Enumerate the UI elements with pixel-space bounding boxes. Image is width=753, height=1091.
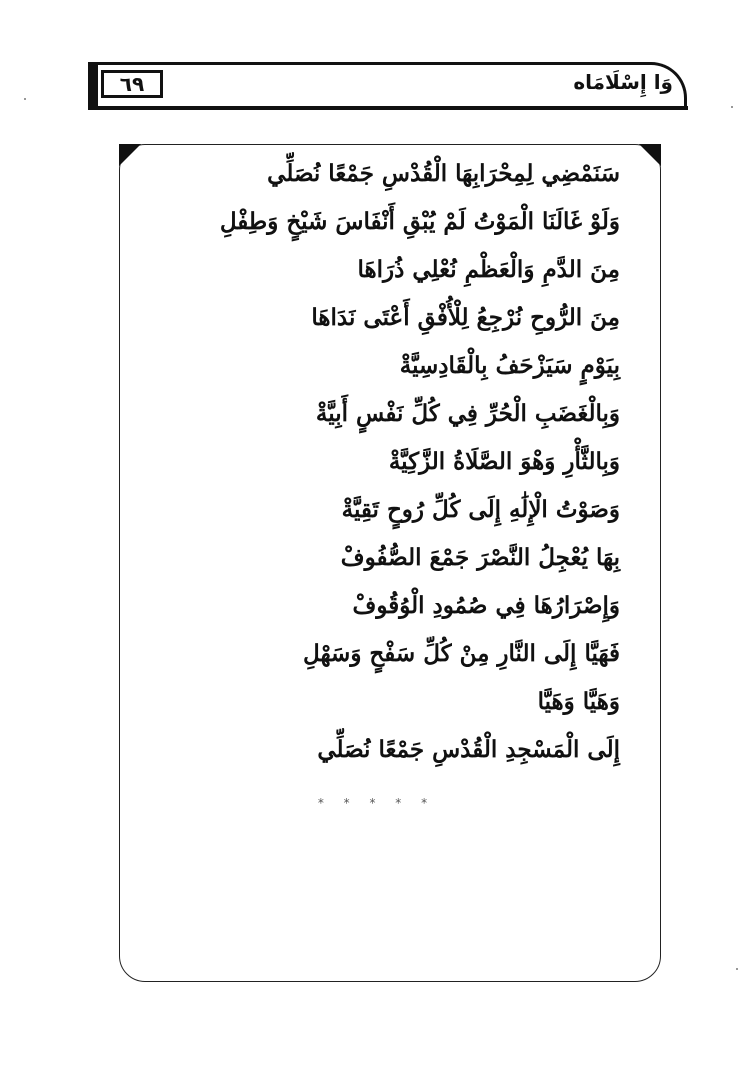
poem (150, 150, 620, 774)
header-left-bar (88, 62, 98, 110)
scan-speck (736, 968, 738, 970)
header-rule (90, 106, 688, 110)
page-number: ٦٩ (101, 70, 163, 98)
poem-line: وَصَوْتُ الْإِلَٰهِ إِلَى كُلِّ رُوحٍ تَقِيَّةْ (341, 496, 620, 523)
scan-speck (24, 98, 26, 100)
poem-line: وَإِصْرَارُهَا فِي صُمُودِ الْوُقُوفْ (352, 592, 620, 619)
poem-line: وَلَوْ غَالَنَا الْمَوْتُ لَمْ يُبْقِ أَنْفَاسَ شَيْخٍ وَطِفْلِ (219, 208, 620, 235)
poem-line: وَهَيَّا وَهَيَّا (537, 688, 620, 715)
poem-line: بِهَا يُعْجِلُ النَّصْرَ جَمْعَ الصُّفُوفْ (340, 544, 620, 571)
poem-line: إِلَى الْمَسْجِدِ الْقُدْسِ جَمْعًا نُصَلِّي (317, 736, 620, 763)
poem-line: وَبِالثَّأْرِ وَهْوَ الصَّلَاةُ الزَّكِيَّةْ (388, 448, 620, 475)
poem-line: فَهَيَّا إِلَى النَّارِ مِنْ كُلِّ سَفْحٍ وَسَهْلِ (303, 640, 620, 667)
section-separator: * * * * * (317, 796, 436, 810)
poem-line: بِيَوْمٍ سَيَزْحَفُ بِالْقَادِسِيَّةْ (399, 352, 620, 379)
running-title: وَا إِسْلَامَاه (573, 70, 673, 94)
scan-speck (731, 106, 733, 108)
poem-line: مِنَ الرُّوحِ نُرْجِعُ لِلْأُفْقِ أَعْتَى نَدَاهَا (311, 304, 620, 331)
poem-line: سَنَمْضِي لِمِحْرَابِهَا الْقُدْسِ جَمْعًا نُصَلِّي (267, 160, 620, 187)
poem-line: وَبِالْغَضَبِ الْحُرِّ فِي كُلِّ نَفْسٍ أَبِيَّةْ (315, 400, 620, 427)
poem-line: مِنَ الدَّمِ وَالْعَظْمِ نُعْلِي ذُرَاهَا (357, 256, 620, 283)
